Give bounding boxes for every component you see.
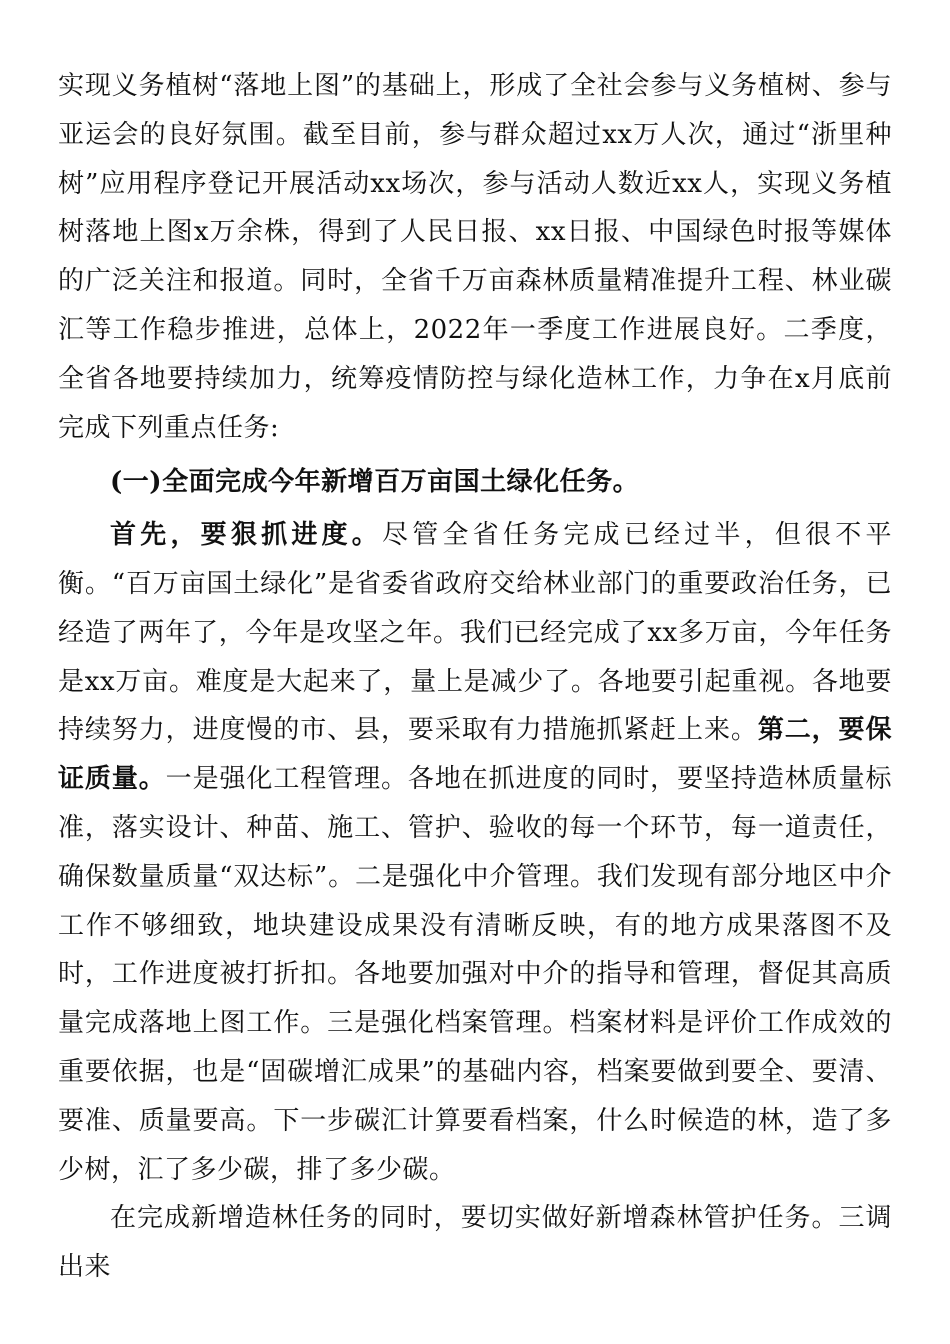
paragraph-forest-management: 在完成新增造林任务的同时，要切实做好新增森林管护任务。三调出来 (58, 1203, 892, 1283)
paragraph-quality-text: 一是强化工程管理。各地在抓进度的同时，要坚持造林质量标准，落实设计、种苗、施工、管护、验收的每一个环节，每一道责任，确保数量质量“双达标”。二是强化中介管理。我们发现有部分地区中介工作不够细致，地块建设成果没有清晰反映，有的地方成果落图不及时，工作进度被打折扣。各地要加强对中介的指导和管理，督促其高质量完成落地上图工作。三是强化档案管理。档案材料是评价工作成效的重要依据，也是“固碳增汇成果”的基础内容，档案要做到要全、要清、要准、质量要高。下一步碳汇计算要看档案，什么时候造的林，造了多少树，汇了多少碳，排了多少碳。 (58, 764, 892, 1185)
emphasis-progress: 首先，要狠抓进度。 (110, 520, 382, 551)
paragraph-intro: 实现义务植树“落地上图”的基础上，形成了全社会参与义务植树、参与亚运会的良好氛围。截至目前，参与群众超过xx万人次，通过“浙里种树”应用程序登记开展活动xx场次，参与活动人数近xx人，实现义务植树落地上图x万余株，得到了人民日报、xx日报、中国绿色时报等媒体的广泛关注和报道。同时，全省千万亩森林质量精准提升工程、林业碳汇等工作稳步推进，总体上，2022年一季度工作进展良好。二季度，全省各地要持续加力，统筹疫情防控与绿化造林工作，力争在x月底前完成下列重点任务: (58, 71, 892, 443)
emphasis-quality: 第二，要保证质量。 (58, 715, 892, 795)
section-heading: (一)全面完成今年新增百万亩国土绿化任务。 (110, 467, 640, 498)
document-page (58, 62, 892, 1292)
paragraph-progress-quality (58, 511, 892, 1194)
paragraph-progress-text: 尽管全省任务完成已经过半，但很不平衡。“百万亩国土绿化”是省委省政府交给林业部门的重要政治任务，已经造了两年了，今年是攻坚之年。我们已经完成了xx多万亩，今年任务是xx万亩。难度是大起来了，量上是减少了。各地要引起重视。各地要持续努力，进度慢的市、县，要采取有力措施抓紧赶上来。 (58, 520, 892, 746)
